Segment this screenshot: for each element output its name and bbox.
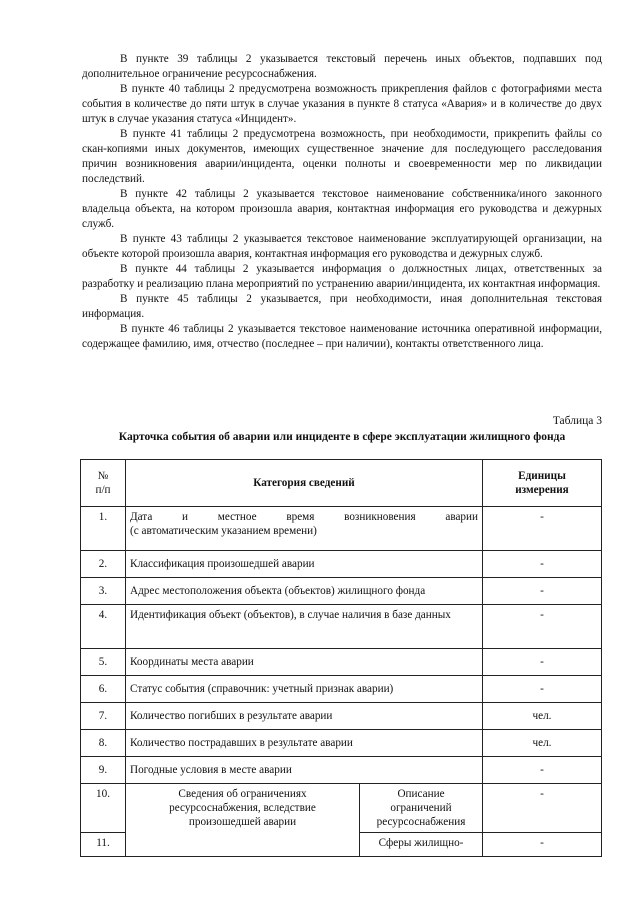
row-unit: -: [483, 757, 602, 784]
header-unit: [483, 460, 602, 507]
row-category: [126, 507, 483, 551]
row-num: 6.: [81, 676, 126, 703]
row-unit: -: [483, 551, 602, 578]
row-num: 5.: [81, 649, 126, 676]
paragraph: В пункте 44 таблицы 2 указывается информация о должностных лицах, ответственных за разработку и реализацию плана мероприятий по устранению аварии/инцидента, их контактная информация.: [82, 263, 602, 290]
row-num: 4.: [81, 605, 126, 649]
header-num-text: № п/п: [95, 470, 111, 496]
row-unit: чел.: [483, 730, 602, 757]
row-category: Статус события (справочник: учетный признак аварии): [126, 676, 483, 703]
table-title: Карточка события об аварии или инциденте в сфере эксплуатации жилищного фонда: [118, 431, 566, 443]
paragraph: В пункте 46 таблицы 2 указывается текстовое наименование источника оперативной информации, содержащее фамилию, имя, отчество (последнее – при наличии), контакты ответственного лица.: [82, 323, 602, 350]
row-num: 10.: [81, 784, 126, 833]
paragraph: В пункте 43 таблицы 2 указывается текстовое наименование эксплуатирующей организации, на объекте которой произошла авария, контактная информация его руководства и дежурных служб.: [82, 233, 602, 260]
paragraph: В пункте 39 таблицы 2 указывается текстовый перечень иных объектов, подпавших под дополнительное ограничение ресурсоснабжения.: [82, 53, 602, 80]
row-num: 9.: [81, 757, 126, 784]
row-unit: -: [483, 605, 602, 649]
row-category-line: (с автоматическим указанием времени): [130, 525, 317, 537]
row-category: Погодные условия в месте аварии: [126, 757, 483, 784]
table-row: [81, 551, 602, 578]
header-unit-text: Единицы измерения: [515, 470, 569, 496]
row-unit: -: [483, 507, 602, 551]
table-row: [81, 578, 602, 605]
table-row: [81, 784, 602, 833]
paragraph: В пункте 45 таблицы 2 указывается, при необходимости, иная дополнительная текстовая информация.: [82, 293, 602, 320]
row-unit: чел.: [483, 703, 602, 730]
body-text: [82, 52, 602, 352]
row-subcategory: Сферы жилищно-: [360, 833, 483, 857]
row-category: Количество погибших в результате аварии: [126, 703, 483, 730]
paragraph: В пункте 42 таблицы 2 указывается текстовое наименование собственника/иного законного владельца объекта, на котором произошла авария, контактная информация его руководства и дежурных служб.: [82, 188, 602, 230]
paragraph: В пункте 40 таблицы 2 предусмотрена возможность прикрепления файлов с фотографиями места события в количестве до пяти штук в случае указания в пункте 8 статуса «Авария» и в количестве до двух штук в случае указания статуса «Инцидент».: [82, 83, 602, 125]
table-header-row: [81, 460, 602, 507]
table-row: [81, 676, 602, 703]
header-num: [81, 460, 126, 507]
event-card-table: [80, 459, 602, 857]
row-unit: -: [483, 784, 602, 833]
row-category-line: Дата и местное время возникновения аварии: [130, 511, 478, 523]
paragraph: В пункте 41 таблицы 2 предусмотрена возможность, при необходимости, прикрепить файлы со скан-копиями иных документов, имеющих существенное значение для последующего расследования причин возникновения аварии/инцидента, оценки полноты и своевременности мер по ликвидации последствий.: [82, 128, 602, 185]
table-row: [81, 730, 602, 757]
table-row: [81, 507, 602, 551]
row-unit: -: [483, 833, 602, 857]
row-num: 3.: [81, 578, 126, 605]
row-num: 8.: [81, 730, 126, 757]
group-category: Сведения об ограничениях ресурсоснабжения, вследствие произошедшей аварии: [126, 784, 360, 857]
table-row: [81, 649, 602, 676]
row-category: Классификация произошедшей аварии: [126, 551, 483, 578]
row-num: 11.: [81, 833, 126, 857]
table-row: [81, 703, 602, 730]
row-category: Количество пострадавших в результате аварии: [126, 730, 483, 757]
row-unit: -: [483, 649, 602, 676]
table-row: [81, 757, 602, 784]
row-unit: -: [483, 578, 602, 605]
row-unit: -: [483, 676, 602, 703]
row-category: Адрес местоположения объекта (объектов) жилищного фонда: [126, 578, 483, 605]
header-category: Категория сведений: [126, 460, 483, 507]
row-subcategory: Описание ограничений ресурсоснабжения: [360, 784, 483, 833]
row-category: Идентификация объект (объектов), в случае наличия в базе данных: [126, 605, 483, 649]
row-category: Координаты места аварии: [126, 649, 483, 676]
table-row: [81, 605, 602, 649]
row-num: 1.: [81, 507, 126, 551]
row-num: 7.: [81, 703, 126, 730]
table-label: Таблица 3: [552, 415, 602, 427]
row-num: 2.: [81, 551, 126, 578]
